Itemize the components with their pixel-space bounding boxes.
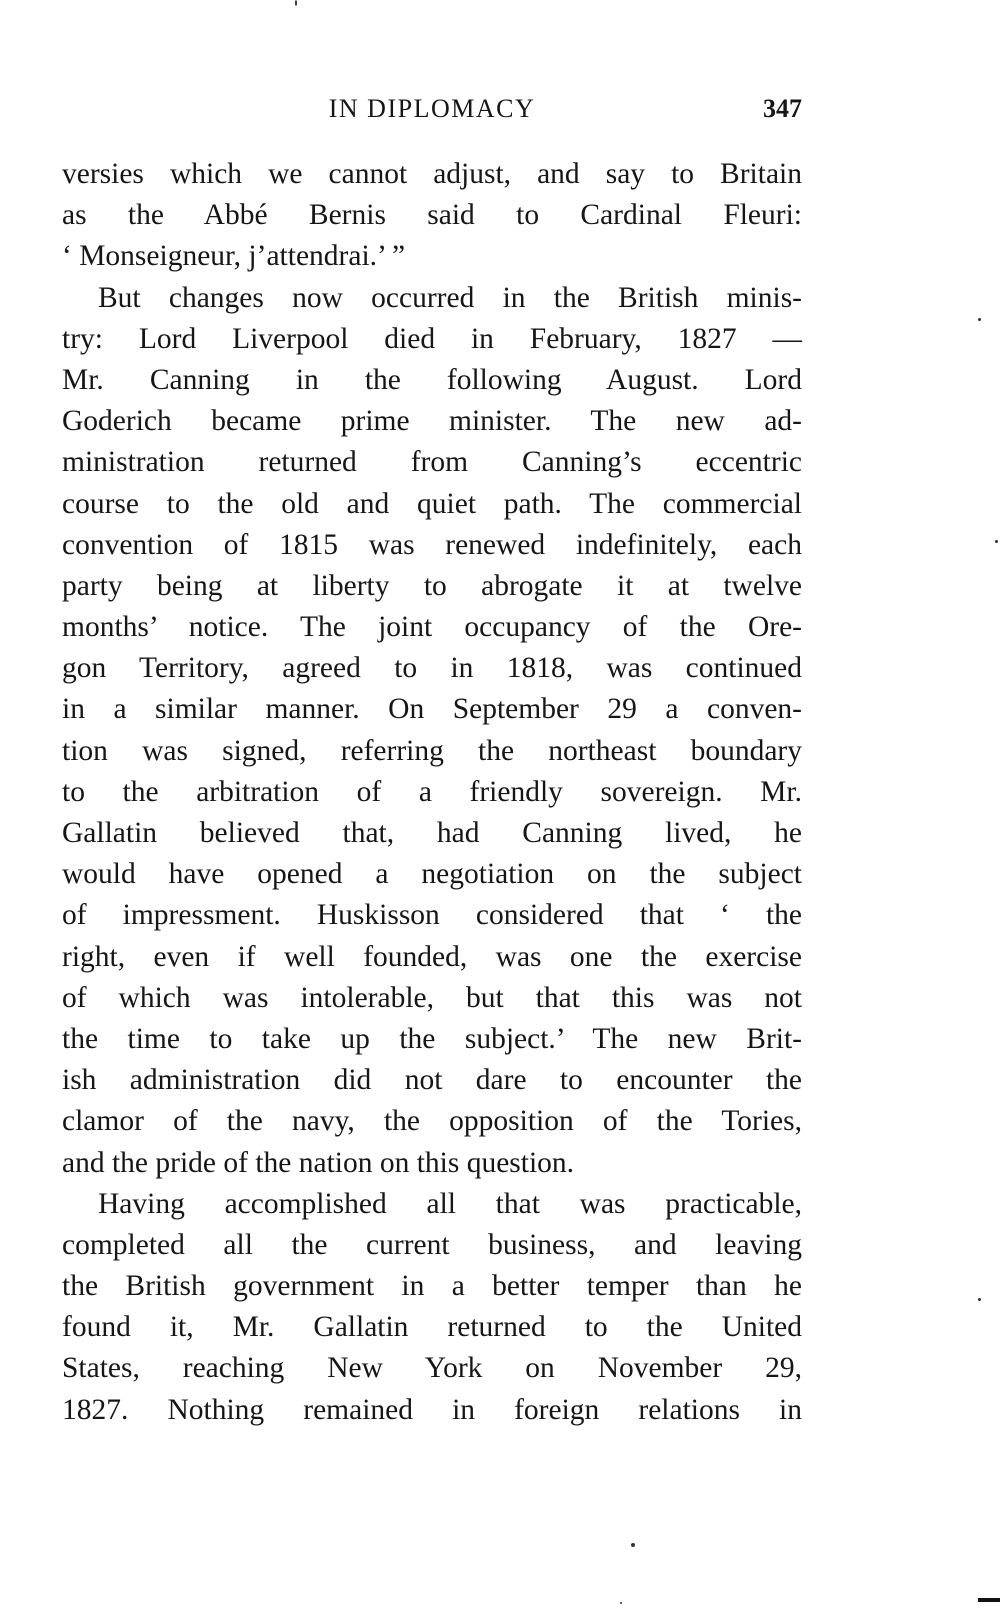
text-line: and the pride of the nation on this question. — [62, 1146, 575, 1179]
text-line: course to the old and quiet path. The commercial — [62, 487, 802, 520]
text-line: right, even if well founded, was one the exercise — [62, 940, 802, 973]
text-line: 1827. Nothing remained in foreign relations in — [62, 1393, 802, 1426]
text-line: ministration returned from Canning’s eccentric — [62, 446, 802, 479]
text-line: of impressment. Huskisson considered that ‘ the — [62, 899, 802, 932]
text-line: found it, Mr. Gallatin returned to the United — [62, 1311, 802, 1344]
text-line: months’ notice. The joint occupancy of the Ore- — [62, 611, 802, 644]
text-line: as the Abbé Bernis said to Cardinal Fleuri: — [62, 199, 802, 232]
text-line: States, reaching New York on November 29, — [62, 1352, 802, 1385]
text-line: tion was signed, referring the northeast boundary — [62, 734, 802, 767]
text-line: the British government in a better temper than he — [62, 1270, 802, 1303]
text-line: ‘ Monseigneur, j’attendrai.’ ” — [62, 240, 406, 273]
text-line: Goderich became prime minister. The new ad- — [62, 405, 802, 438]
scan-speck — [620, 1602, 622, 1604]
scan-speck — [978, 318, 981, 321]
text-line: gon Territory, agreed to in 1818, was continued — [62, 652, 802, 685]
text-line: in a similar manner. On September 29 a conven- — [62, 693, 802, 726]
scan-speck — [978, 1298, 981, 1301]
text-line: completed all the current business, and leaving — [62, 1228, 802, 1261]
paragraph-start-line: Having accomplished all that was practicable, — [98, 1187, 802, 1220]
running-title: IN DIPLOMACY — [328, 94, 536, 123]
scan-edge-mark — [978, 1598, 1000, 1602]
text-line: ish administration did not dare to encounter the — [62, 1064, 802, 1097]
text-line: party being at liberty to abrogate it at twelve — [62, 569, 802, 602]
scan-speck — [995, 540, 998, 543]
running-head — [62, 94, 802, 130]
text-line: try: Lord Liverpool died in February, 1827 — — [62, 322, 802, 355]
scan-speck — [295, 0, 297, 6]
text-line: would have opened a negotiation on the subject — [62, 858, 802, 891]
text-line: to the arbitration of a friendly sovereign. Mr. — [62, 775, 802, 808]
body-text — [62, 154, 802, 1431]
text-line: versies which we cannot adjust, and say to Britain — [62, 158, 802, 190]
page-number: 347 — [763, 94, 802, 123]
text-line: Mr. Canning in the following August. Lord — [62, 363, 802, 396]
scan-speck — [631, 1543, 635, 1547]
text-line: of which was intolerable, but that this was not — [62, 981, 802, 1014]
text-line: convention of 1815 was renewed indefinitely, each — [62, 528, 802, 561]
paragraph-start-line: But changes now occurred in the British minis- — [98, 281, 802, 314]
text-line: the time to take up the subject.’ The new Brit- — [62, 1022, 802, 1055]
text-line: clamor of the navy, the opposition of the Tories, — [62, 1105, 802, 1138]
text-line: Gallatin believed that, had Canning lived, he — [62, 817, 802, 849]
